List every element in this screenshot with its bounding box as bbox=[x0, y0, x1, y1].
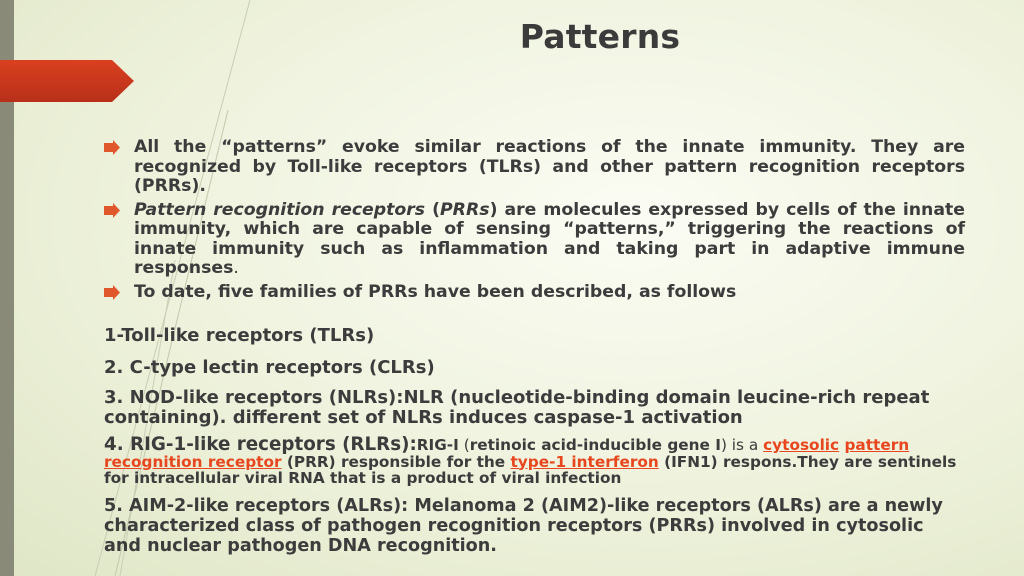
bullet-item bbox=[103, 138, 965, 197]
family-item-clr: 2. C-type lectin receptors (CLRs) bbox=[104, 357, 435, 378]
bullet-italic-abbr: PRRs bbox=[440, 199, 490, 220]
bullet-item bbox=[103, 283, 965, 303]
family-item-nlr: 3. NOD-like receptors (NLRs):NLR (nucleotide-binding domain leucine-rich repeat containing). different set of NLRs induces caspase-1 activation bbox=[104, 387, 930, 428]
rlr-text: (PRR) responsible for the bbox=[281, 452, 511, 471]
link-pattern-recognition-receptor[interactable]: pattern recognition receptor bbox=[104, 436, 910, 471]
rlr-text: (IFN1) respons.They are sentinels for intracellular viral RNA that is a product of viral infection bbox=[104, 452, 957, 487]
bullet-italic-term: Pattern recognition receptors bbox=[134, 199, 426, 220]
arrow-bullet-icon bbox=[103, 140, 121, 155]
link-type-1-interferon[interactable]: type-1 interferon bbox=[510, 452, 659, 471]
bullet-text: All the “patterns” evoke similar reactions of the innate immunity. They are recognized by Toll-like receptors (TLRs) and other pattern recognition receptors (PRRs). bbox=[134, 137, 965, 196]
accent-arrow-tab bbox=[0, 60, 134, 102]
bullet-text: To date, five families of PRRs have been described, as follows bbox=[134, 281, 737, 302]
families-list bbox=[104, 326, 964, 556]
arrow-bullet-icon bbox=[103, 203, 121, 218]
bullet-text: ( bbox=[425, 199, 440, 220]
slide-title: Patterns bbox=[519, 17, 681, 56]
paren-close: ) is a bbox=[720, 436, 764, 454]
alr-text: Melanoma 2 (AIM2)-like receptors (ALRs) are a newly characterized class of pathogen recognition receptors (PRRs) involved in cytosolic and nuclear pathogen DNA recognition. bbox=[104, 495, 943, 556]
arrow-bullet-icon bbox=[103, 285, 121, 300]
slide-body bbox=[103, 138, 965, 306]
bullet-period: . bbox=[233, 258, 239, 278]
bullet-text: ) are molecules expressed by cells of the innate immunity, which are capable of sensing “patterns,” triggering the reactions of innate immunity such as inflammation and taking part in adaptive immune responses bbox=[134, 199, 965, 278]
family-item-alr bbox=[104, 496, 964, 556]
link-cytosolic[interactable]: cytosolic bbox=[763, 436, 840, 454]
paren-open: ( bbox=[458, 436, 470, 454]
family-item-tlr: 1-Toll-like receptors (TLRs) bbox=[104, 325, 375, 346]
family-lead: 4. RIG-1-like receptors (RLRs): bbox=[104, 434, 417, 455]
family-item-rlr bbox=[104, 434, 964, 487]
rig-term: RIG-I bbox=[416, 436, 459, 454]
rig-expansion: retinoic acid-inducible gene I bbox=[469, 436, 721, 454]
bullet-item bbox=[103, 201, 965, 279]
family-lead: 5. AIM-2-like receptors (ALRs): bbox=[104, 495, 409, 516]
